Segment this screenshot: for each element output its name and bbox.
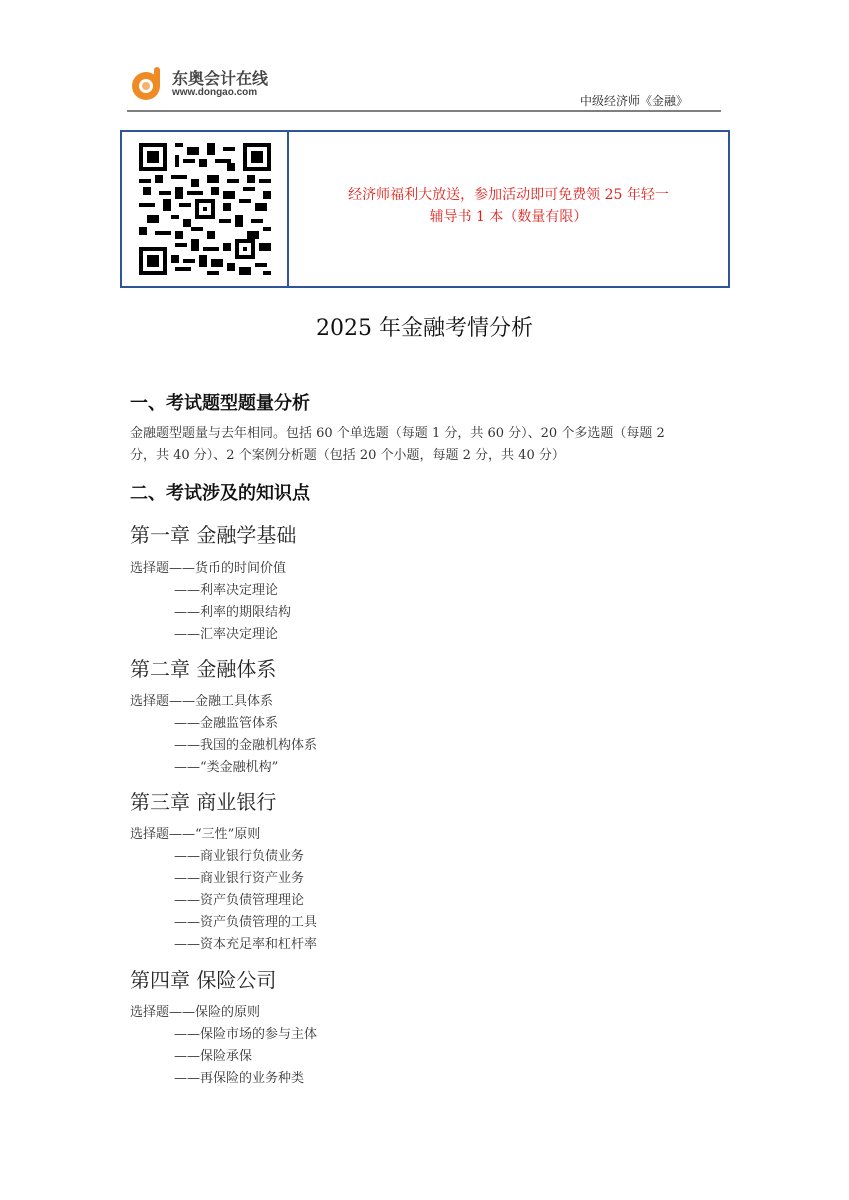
qr-cell [122,132,289,286]
list-item: ——利率的期限结构 [174,605,292,620]
list-item: ——保险的原则 [169,1005,261,1020]
chapter-1-title: 第一章 金融学基础 [130,523,297,547]
list-item: ——资本充足率和杠杆率 [174,937,318,952]
paragraph-line-2: 分，共 40 分）、2 个案例分析题（包括 20 个小题，每题 2 分，共 40 分） [130,448,565,463]
logo-name: 东奥会计在线 [172,69,269,88]
chapter-1-list [130,557,286,576]
chapter-4-title: 第四章 保险公司 [130,968,277,992]
list-item: ——“类金融机构” [174,760,279,775]
section-heading-1: 一、考试题型题量分析 [130,393,310,414]
list-item: ——商业银行资产业务 [174,871,305,886]
page-title: 2025 年金融考情分析 [316,316,533,341]
header-course-label: 中级经济师《金融》 [580,94,689,108]
header-divider [127,110,721,112]
list-item: ——资产负债管理理论 [174,893,305,908]
promo-box [120,130,730,288]
chapter-2-list [130,690,273,709]
brand-logo [130,63,290,107]
question-type-label: 选择题 [130,561,170,576]
chapter-2-title: 第二章 金融体系 [130,657,277,681]
list-item: ——货币的时间价值 [169,561,287,576]
logo-url: www.dongao.com [172,87,258,98]
list-item: ——金融监管体系 [174,716,279,731]
promo-line-1: 经济师福利大放送，参加活动即可免费领 25 年轻一 [348,187,669,203]
paragraph-line-1: 金融题型题量与去年相同。包括 60 个单选题（每题 1 分，共 60 分）、20 个多选题（每题 2 [130,426,665,441]
question-type-label: 选择题 [130,1005,170,1020]
logo-mark-icon [130,65,166,101]
section-paragraph [130,423,730,467]
list-item: ——汇率决定理论 [174,627,279,642]
list-item: ——保险市场的参与主体 [174,1027,318,1042]
list-item: ——再保险的业务种类 [174,1071,305,1086]
list-item: ——“三性”原则 [169,827,261,842]
list-item: ——利率决定理论 [174,583,279,598]
chapter-3-list [130,823,260,842]
question-type-label: 选择题 [130,827,170,842]
list-item: ——商业银行负债业务 [174,849,305,864]
list-item: ——资产负债管理的工具 [174,915,318,930]
list-item: ——金融工具体系 [169,694,274,709]
question-type-label: 选择题 [130,694,170,709]
promo-line-2: 辅导书 1 本（数量有限） [429,209,588,225]
section-heading-2: 二、考试涉及的知识点 [130,483,310,504]
promo-text [289,132,728,286]
list-item: ——保险承保 [174,1049,253,1064]
list-item: ——我国的金融机构体系 [174,738,318,753]
qr-code-icon[interactable] [139,143,271,275]
chapter-3-title: 第三章 商业银行 [130,790,277,814]
chapter-4-list [130,1001,260,1020]
